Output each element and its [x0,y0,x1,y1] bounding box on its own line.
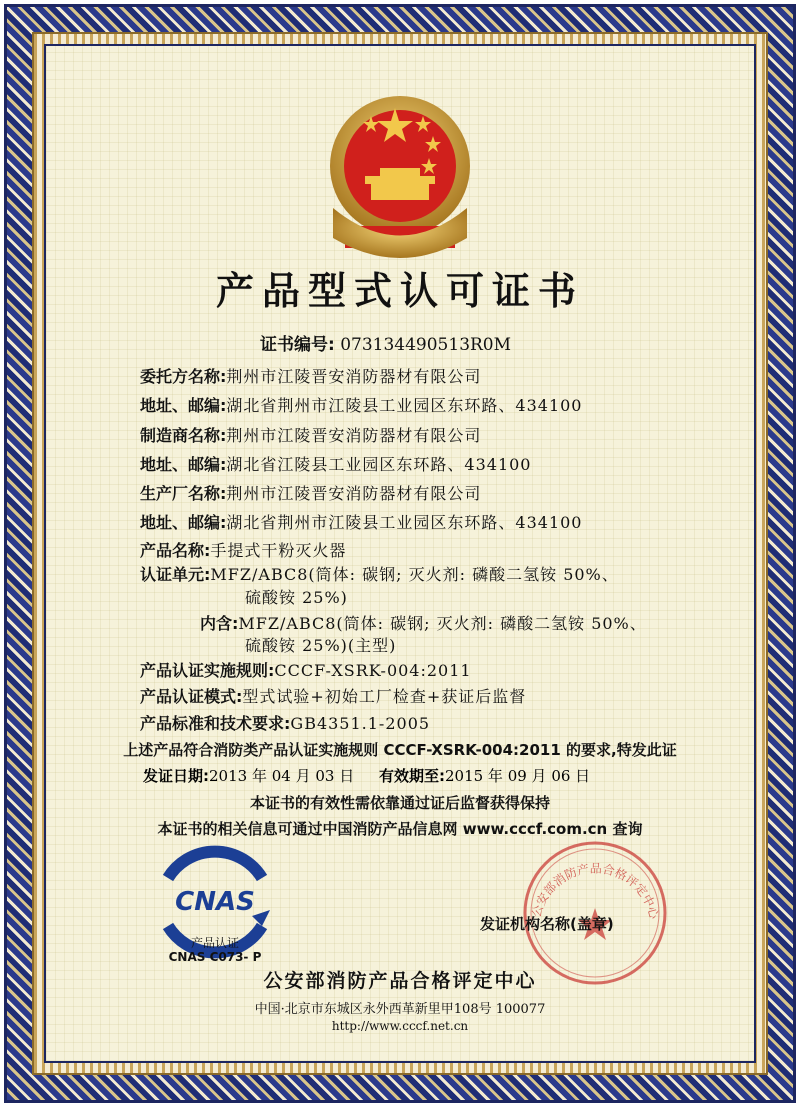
certificate-number [260,330,511,355]
dates-row: 发证日期:2013 年 04 月 03 日 有效期至:2015 年 09 月 06 日 [143,767,591,785]
validity-note: 本证书的有效性需依靠通过证后监督获得保持 [249,794,550,812]
field-row: 生产厂名称:荆州市江陵晋安消防器材有限公司 [140,484,482,503]
rules-row: 产品认证实施规则:CCCF-XSRK-004:2011 [140,661,472,680]
cert-unit-row: 认证单元:MFZ/ABC8(筒体: 碳钢; 灭火剂: 磷酸二氢铵 50%、 [140,565,619,584]
field-row: 委托方名称:荆州市江陵晋安消防器材有限公司 [140,367,482,386]
issuer-organization: 公安部消防产品合格评定中心 [263,970,537,992]
mode-row: 产品认证模式:型式试验+初始工厂检查+获证后监督 [140,687,527,706]
certificate-title: 产品型式认可证书 [215,269,584,313]
content-line2: 硫酸铵 25%)(主型) [245,636,397,655]
issuer-label: 发证机构名称(盖章) [480,915,614,933]
field-row: 制造商名称:荆州市江陵晋安消防器材有限公司 [140,426,482,445]
national-emblem-icon [325,88,475,258]
certificate-number-value: 073134490513R0M [340,335,512,355]
cnas-caption-1: 产品认证 [190,936,239,950]
certificate-number-label: 证书编号: [260,335,335,355]
statement: 上述产品符合消防类产品认证实施规则 CCCF-XSRK-004:2011 的要求,特发此证 [123,741,677,759]
cnas-caption-2: CNAS C073- P [168,950,262,964]
cert-unit-line2: 硫酸铵 25%) [245,588,348,607]
field-row: 地址、邮编:湖北省荆州市江陵县工业园区东环路、434100 [140,396,583,415]
field-row: 地址、邮编:湖北省江陵县工业园区东环路、434100 [140,455,532,474]
issuer-address: 中国·北京市东城区永外西革新里甲108号 100077 [254,1002,546,1017]
cnas-logo-text: CNAS [175,887,255,917]
seal-text: 公安部消防产品合格评定中心 [529,861,662,921]
standard-row: 产品标准和技术要求:GB4351.1-2005 [140,714,431,733]
field-row: 地址、邮编:湖北省荆州市江陵县工业园区东环路、434100 [140,513,583,532]
info-note: 本证书的相关信息可通过中国消防产品信息网 www.cccf.com.cn 查询 [157,820,643,838]
issuer-website: http://www.cccf.net.cn [331,1019,469,1033]
content-row: 内含:MFZ/ABC8(筒体: 碳钢; 灭火剂: 磷酸二氢铵 50%、 [200,614,647,633]
field-row: 产品名称:手提式干粉灭火器 [140,541,347,560]
